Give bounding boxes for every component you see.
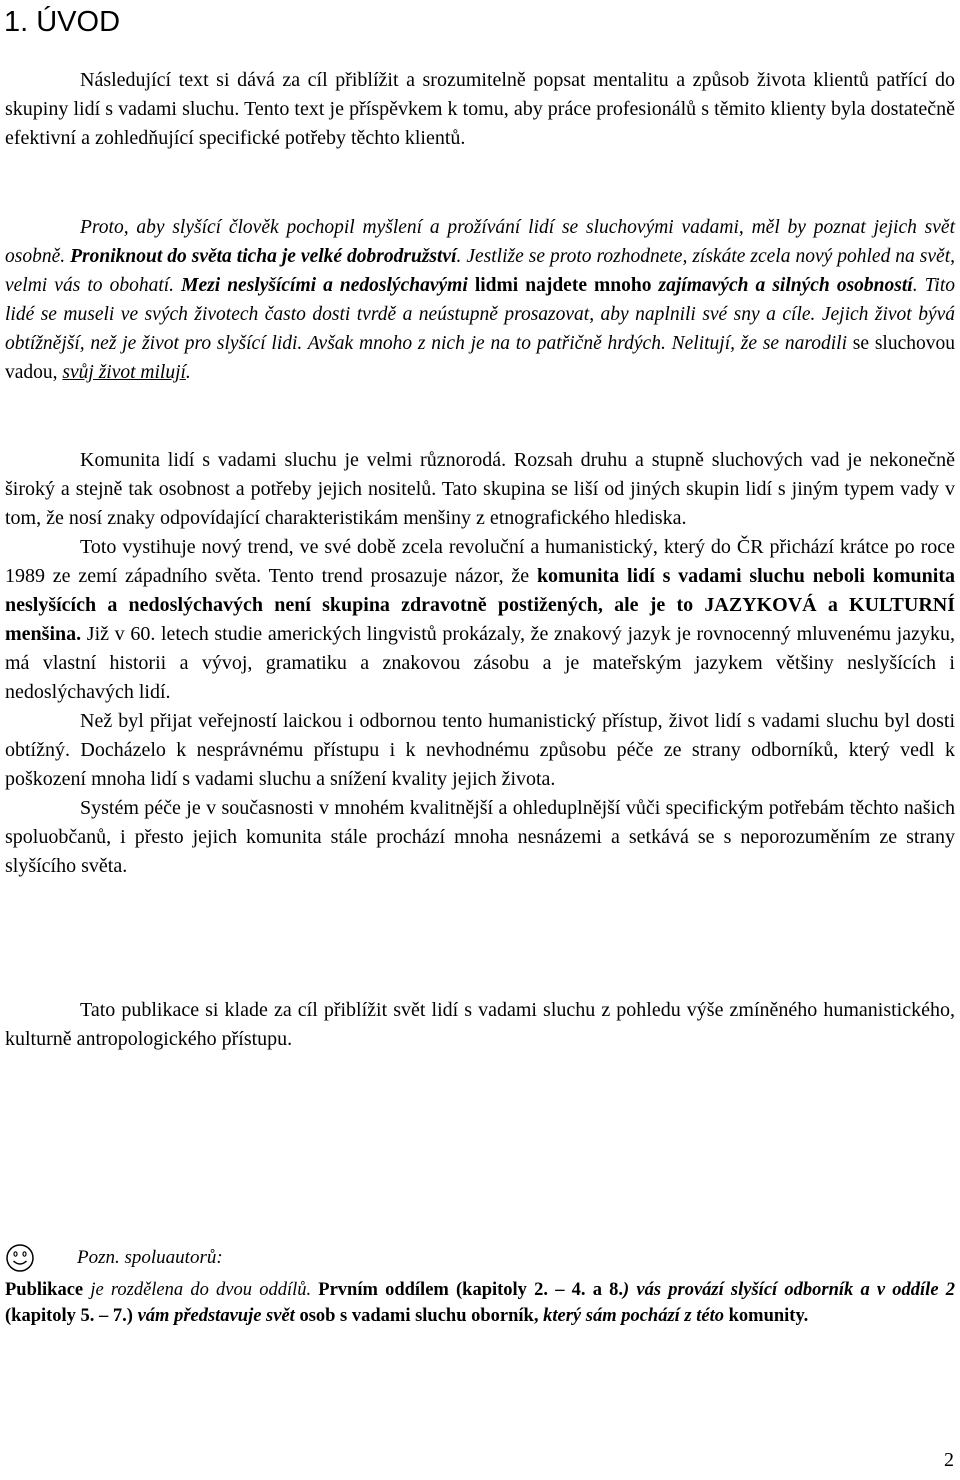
body-paragraph: Systém péče je v současnosti v mnohém kvalitnější a ohleduplnější vůči specifickým potřebám těchto našich spoluobčanů, i přesto jejich komunita stále prochází mnoha nesnázemi a setkává se s neporozuměním ze strany slyšícího světa.: [5, 797, 955, 877]
body-section: [5, 446, 955, 881]
text-run: Již v 60. letech studie amerických lingvistů prokázaly, že znakový jazyk je rovnocenný mluvenému jazyku, má vlastní historii a vývoj, gramatiku a znakovou zásobu a je mateřským jazykem většiny neslyšících i nedoslýchavých lidí.: [5, 623, 955, 703]
italic-run: je rozdělena do dvou oddílů.: [90, 1280, 312, 1300]
bold-italic-run: který sám pochází z této: [543, 1306, 724, 1326]
bold-run: Proniknout do světa ticha je velké dobrodružství: [70, 246, 457, 267]
bold-run: zajímavých a silných osobností: [658, 275, 913, 296]
smiley-icon: [5, 1243, 35, 1273]
goal-paragraph: Tato publikace si klade za cíl přiblížit svět lidí s vadami sluchu z pohledu výše zmíněného humanistického, kulturně antropologického přístupu.: [5, 999, 955, 1050]
body-paragraph: [5, 533, 955, 707]
note-header: [5, 1240, 223, 1276]
bold-italic-run: vám představuje svět: [137, 1306, 295, 1326]
italic-paragraph: [5, 213, 955, 387]
page-number: 2: [944, 1449, 954, 1471]
chapter-heading: 1. ÚVOD: [4, 6, 121, 38]
bold-run: lidmi najdete mnoho: [467, 275, 659, 296]
text-run: . Jestliže se proto rozhodnete, získáte zcela nový pohled na svět, velmi vás to obohatí.: [5, 246, 955, 296]
footnote-paragraph: [5, 1277, 955, 1329]
bold-run: komunity.: [724, 1306, 809, 1326]
text-run: Proto, aby slyšící člověk pochopil myšlení a prožívání lidí se sluchovými vadami, měl by poznat jejich svět osobně.: [5, 217, 955, 267]
bold-run: oddílem (kapitoly 2. – 4. a 8.: [377, 1280, 624, 1300]
text-run: Toto vystihuje nový trend, ve své době zcela revoluční a humanistický, který do ČR přichází krátce po roce 1989 ze zemí západního světa. Tento trend prosazuje názor, že: [5, 536, 955, 587]
note-label: Pozn. spoluautorů:: [77, 1247, 223, 1268]
body-paragraph: Než byl přijat veřejností laickou i odbornou tento humanistický přístup, život lidí s vadami sluchu byl dosti obtížný. Docházelo k nesprávnému přístupu i k nevhodnému způsobu péče ze strany odborníků, který vedl k poškození mnoha lidí s vadami sluchu a snížení kvality jejich života.: [5, 710, 955, 790]
intro-paragraph: Následující text si dává za cíl přiblížit a srozumitelně popsat mentalitu a způsob života klientů patřící do skupiny lidí s vadami sluchu. Tento text je příspěvkem k tomu, aby práce profesionálů s těmito klienty byla dostatečně efektivní a zohledňující specifické potřeby těchto klientů.: [5, 69, 955, 149]
text-run: se sluchovou vadou,: [5, 333, 955, 383]
text-run: . Tito lidé se museli ve svých životech často dosti tvrdě a neústupně prosazovat, aby naplnili své sny a cíle. Jejich život bývá obtížnější, než je život pro slyšící lidi. Avšak mnoho z nich je na to patřičně hrdých. Nelitují, že se narodili: [5, 275, 956, 354]
underline-run: svůj život milují: [62, 362, 186, 383]
bold-run: (kapitoly 5. – 7.): [5, 1306, 138, 1326]
bold-italic-run: ) vás provází slyšící odborník a v oddíle 2: [623, 1280, 955, 1300]
bold-run: Publikace: [5, 1280, 91, 1300]
bold-run: osob s vadami sluchu oborník,: [294, 1306, 544, 1326]
body-paragraph: Komunita lidí s vadami sluchu je velmi různorodá. Rozsah druhu a stupně sluchových vad je nekonečně široký a stejně tak osobnost a potřeby jejich nositelů. Tato skupina se liší od jiných skupin lidí s jiným typem vady v tom, že nosí znaky odpovídající charakteristikám menšiny z etnografického hlediska.: [5, 449, 955, 529]
bold-run: Mezi neslyšícími a nedoslýchavými: [181, 275, 468, 296]
text-run: .: [185, 362, 191, 383]
bold-run: komunita lidí s vadami sluchu neboli komunita neslyšících a nedoslýchavých není skupina zdravotně postižených, ale je to JAZYKOVÁ a KULTURNÍ menšina.: [5, 565, 955, 645]
bold-run: Prvním: [311, 1280, 378, 1300]
